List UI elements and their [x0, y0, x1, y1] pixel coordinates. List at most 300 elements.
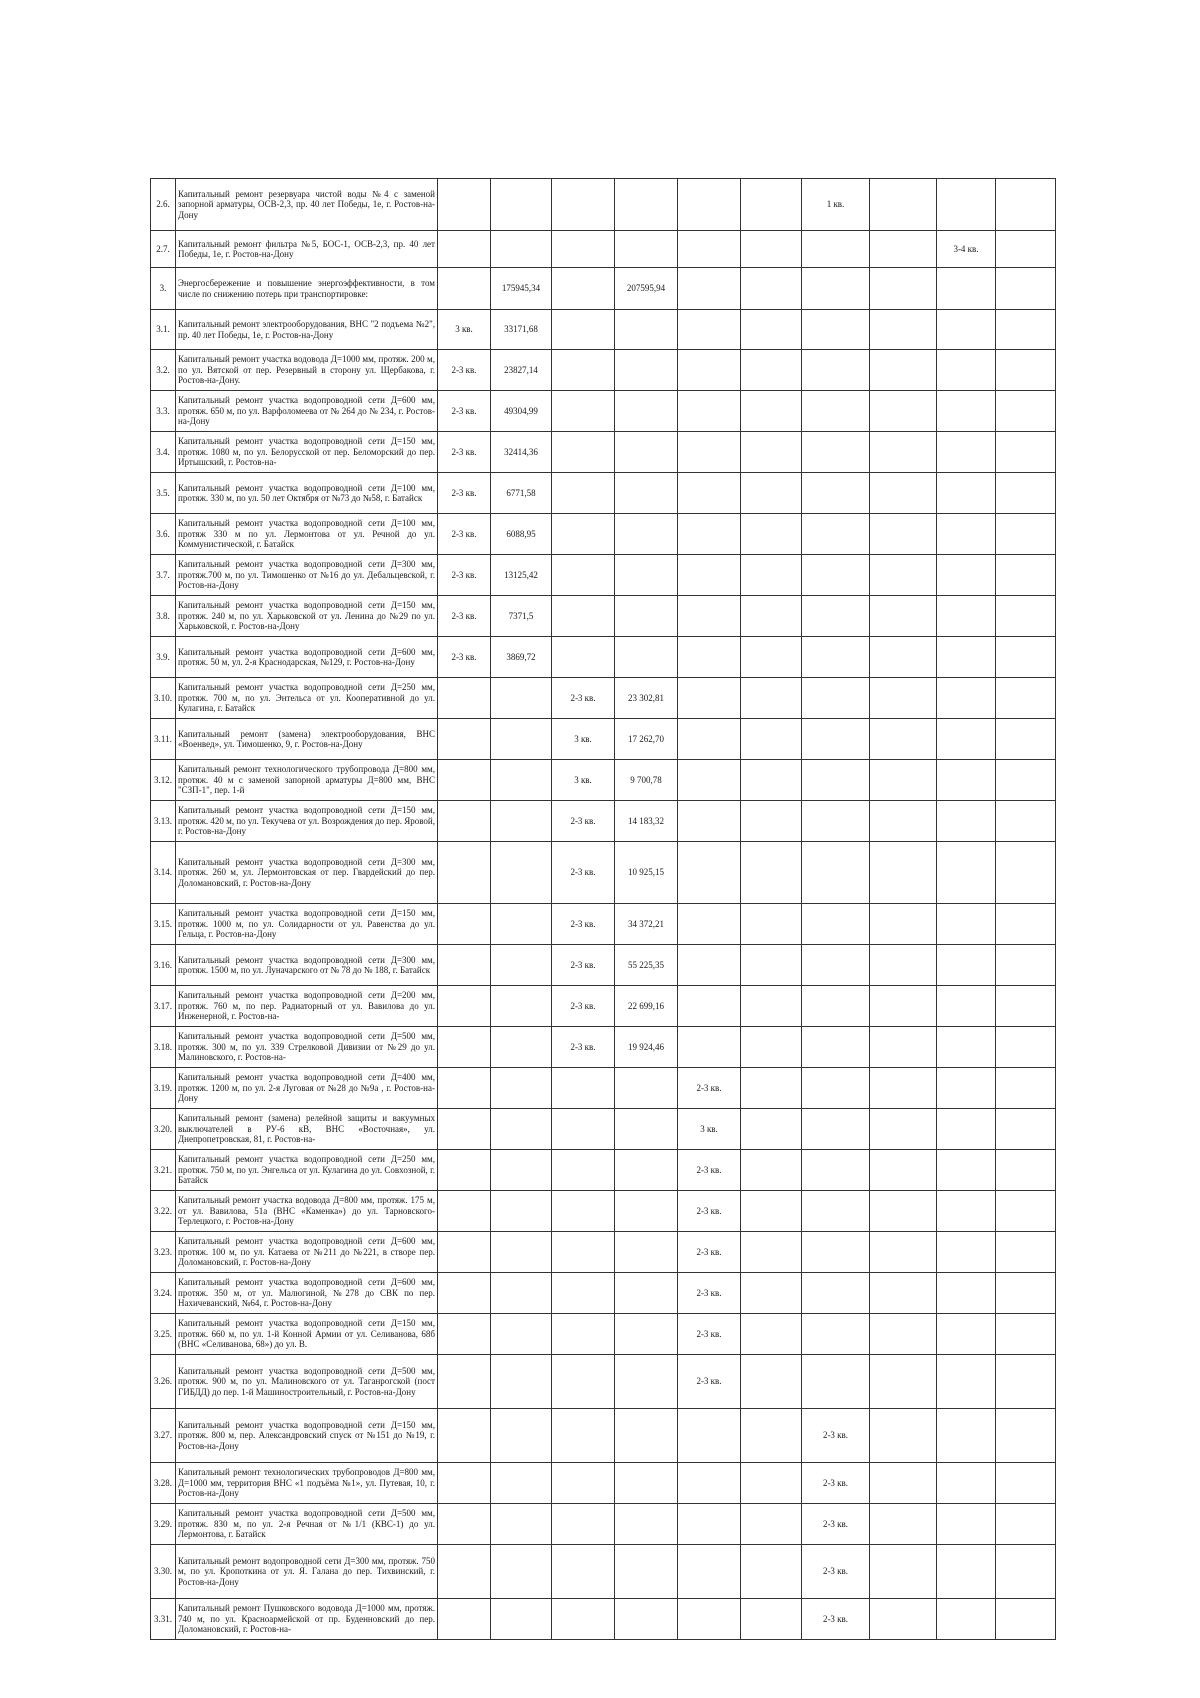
value-cell-col-7: 2-3 кв.: [678, 1355, 741, 1409]
table-row: [151, 1355, 1056, 1409]
row-number: 3.30.: [151, 1545, 176, 1599]
row-number: 3.13.: [151, 801, 176, 842]
value-cell-col-11: [937, 596, 996, 637]
work-description-text: Капитальный ремонт участка водопроводной сети Д=600 мм, протяж. 350 м, от ул. Малюгиной, №278 до СВК по пер. Нахичеванский, №64, г. Ростов-на-Дону: [178, 1277, 435, 1309]
value-cell-col-8: [741, 1027, 802, 1068]
value-cell-col-12: [996, 945, 1056, 986]
value-cell-col-5: [552, 268, 615, 310]
value-cell-col-9: [802, 719, 870, 760]
value-cell-col-7: 2-3 кв.: [678, 1314, 741, 1355]
value-cell-col-3: [438, 719, 491, 760]
value-cell-col-3: [438, 1273, 491, 1314]
work-description-text: Капитальный ремонт (замена) электрооборудования, ВНС «Военвед», ул. Тимошенко, 9, г. Ростов-на-Дону: [178, 728, 435, 749]
value-cell-col-8: [741, 596, 802, 637]
value-cell-col-11: [937, 310, 996, 350]
value-cell-col-7: [678, 350, 741, 391]
value-cell-col-11: [937, 555, 996, 596]
value-cell-col-12: [996, 801, 1056, 842]
table-row: [151, 1232, 1056, 1273]
row-number: 3.8.: [151, 596, 176, 637]
value-cell-col-6: [615, 350, 678, 391]
value-cell-col-6: [615, 1599, 678, 1640]
value-cell-col-12: [996, 1314, 1056, 1355]
value-cell-col-12: [996, 514, 1056, 555]
work-description: [176, 1273, 438, 1314]
value-cell-col-9: [802, 432, 870, 473]
value-cell-col-3: [438, 760, 491, 801]
row-number: 3.: [151, 268, 176, 310]
value-cell-col-11: [937, 1068, 996, 1109]
work-description-text: Капитальный ремонт участка водопроводной сети Д=150 мм, протяж. 660 м, по ул. 1-й Конной Армии от ул. Селиванова, 68б (ВНС «Селиванова, 68») до ул. В.: [178, 1318, 435, 1350]
row-number: 3.1.: [151, 310, 176, 350]
value-cell-col-9: [802, 1355, 870, 1409]
value-cell-col-11: [937, 350, 996, 391]
value-cell-col-9: [802, 637, 870, 678]
value-cell-col-11: [937, 678, 996, 719]
value-cell-col-5: 2-3 кв.: [552, 678, 615, 719]
value-cell-col-9: [802, 801, 870, 842]
value-cell-col-8: [741, 842, 802, 904]
value-cell-col-5: [552, 350, 615, 391]
value-cell-col-7: [678, 1599, 741, 1640]
table-row: [151, 1027, 1056, 1068]
value-cell-col-12: [996, 391, 1056, 432]
work-description: [176, 1314, 438, 1355]
value-cell-col-11: [937, 1314, 996, 1355]
value-cell-col-9: [802, 473, 870, 514]
value-cell-col-9: 2-3 кв.: [802, 1463, 870, 1504]
value-cell-col-6: [615, 1150, 678, 1191]
table-row: [151, 842, 1056, 904]
work-description-text: Капитальный ремонт участка водопроводной сети Д=600 мм, протяж. 650 м, по ул. Варфоломеева от № 264 до № 234, г. Ростов-на-Дону: [178, 395, 435, 427]
value-cell-col-5: [552, 1409, 615, 1463]
work-description-text: Капитальный ремонт участка водопроводной сети Д=250 мм, протяж. 700 м, по ул. Энтельса от ул. Кооперативной до ул. Кулагина, г. Батайск: [178, 682, 435, 714]
investment-program-table: [150, 178, 1056, 1640]
work-description-text: Капитальный ремонт фильтра №5, БОС-1, ОСВ-2,3, пр. 40 лет Победы, 1е, г. Ростов-на-Дону: [178, 238, 435, 259]
value-cell-col-8: [741, 945, 802, 986]
value-cell-col-12: [996, 1068, 1056, 1109]
value-cell-col-8: [741, 719, 802, 760]
value-cell-col-8: [741, 1545, 802, 1599]
value-cell-col-10: [870, 1068, 937, 1109]
value-cell-col-12: [996, 310, 1056, 350]
value-cell-col-9: [802, 555, 870, 596]
row-number: 3.11.: [151, 719, 176, 760]
table-body: [151, 179, 1056, 1640]
value-cell-col-9: [802, 842, 870, 904]
value-cell-col-3: [438, 1463, 491, 1504]
row-number: 3.29.: [151, 1504, 176, 1545]
value-cell-col-8: [741, 514, 802, 555]
value-cell-col-9: [802, 391, 870, 432]
work-description: [176, 678, 438, 719]
value-cell-col-5: 3 кв.: [552, 760, 615, 801]
value-cell-col-3: [438, 1409, 491, 1463]
work-description: [176, 1027, 438, 1068]
value-cell-col-10: [870, 945, 937, 986]
value-cell-col-3: [438, 1314, 491, 1355]
value-cell-col-11: [937, 986, 996, 1027]
value-cell-col-4: [491, 1599, 552, 1640]
value-cell-col-7: 2-3 кв.: [678, 1232, 741, 1273]
value-cell-col-9: [802, 678, 870, 719]
value-cell-col-12: [996, 350, 1056, 391]
work-description-text: Капитальный ремонт участка водопроводной сети Д=150 мм, протяж. 1080 м, по ул. Белорусской от пер. Беломорский до пер. Иртышский, г. Ростов-на-: [178, 436, 435, 468]
row-number: 3.15.: [151, 904, 176, 945]
row-number: 3.19.: [151, 1068, 176, 1109]
value-cell-col-6: 9 700,78: [615, 760, 678, 801]
row-number: 3.22.: [151, 1191, 176, 1232]
value-cell-col-11: [937, 473, 996, 514]
value-cell-col-11: [937, 801, 996, 842]
value-cell-col-4: [491, 719, 552, 760]
value-cell-col-7: [678, 637, 741, 678]
value-cell-col-6: [615, 514, 678, 555]
value-cell-col-7: [678, 432, 741, 473]
work-description: [176, 719, 438, 760]
value-cell-col-4: [491, 986, 552, 1027]
row-number: 3.16.: [151, 945, 176, 986]
value-cell-col-10: [870, 350, 937, 391]
row-number: 2.7.: [151, 231, 176, 268]
value-cell-col-9: [802, 760, 870, 801]
row-number: 3.27.: [151, 1409, 176, 1463]
value-cell-col-4: 6771,58: [491, 473, 552, 514]
work-description: [176, 1463, 438, 1504]
work-description: [176, 945, 438, 986]
row-number: 3.3.: [151, 391, 176, 432]
value-cell-col-9: 2-3 кв.: [802, 1504, 870, 1545]
value-cell-col-4: [491, 1191, 552, 1232]
value-cell-col-8: [741, 473, 802, 514]
work-description-text: Капитальный ремонт участка водопроводной сети Д=100 мм, протяж 330 м по ул. Лермонтова от ул. Речной до ул. Коммунистической, г. Батайск: [178, 518, 435, 550]
value-cell-col-7: [678, 1545, 741, 1599]
row-number: 3.6.: [151, 514, 176, 555]
value-cell-col-10: [870, 1273, 937, 1314]
value-cell-col-4: [491, 678, 552, 719]
work-description-text: Капитальный ремонт участка водовода Д=800 мм, протяж. 175 м, от ул. Вавилова, 51а (ВНС «Каменка») до ул. Тарновского-Терлецкого, г. Ростов-на-Дону: [178, 1195, 435, 1227]
value-cell-col-9: 2-3 кв.: [802, 1545, 870, 1599]
value-cell-col-12: [996, 719, 1056, 760]
value-cell-col-11: [937, 1150, 996, 1191]
value-cell-col-6: [615, 473, 678, 514]
value-cell-col-10: [870, 432, 937, 473]
value-cell-col-5: [552, 596, 615, 637]
value-cell-col-7: 2-3 кв.: [678, 1273, 741, 1314]
value-cell-col-12: [996, 1599, 1056, 1640]
work-description-text: Капитальный ремонт (замена) релейной защиты и вакуумных выключателей в РУ-6 кВ, ВНС «Восточная», ул. Днепропетровская, 81, г. Ростов-на-: [178, 1113, 435, 1145]
table-row: [151, 904, 1056, 945]
value-cell-col-9: [802, 1109, 870, 1150]
value-cell-col-8: [741, 904, 802, 945]
value-cell-col-5: [552, 514, 615, 555]
value-cell-col-6: 207595,94: [615, 268, 678, 310]
value-cell-col-4: [491, 904, 552, 945]
value-cell-col-5: [552, 555, 615, 596]
value-cell-col-5: [552, 1504, 615, 1545]
value-cell-col-5: [552, 1599, 615, 1640]
value-cell-col-7: [678, 310, 741, 350]
value-cell-col-12: [996, 1355, 1056, 1409]
value-cell-col-7: [678, 473, 741, 514]
value-cell-col-3: 2-3 кв.: [438, 432, 491, 473]
value-cell-col-10: [870, 1150, 937, 1191]
work-description: [176, 555, 438, 596]
row-number: 3.23.: [151, 1232, 176, 1273]
value-cell-col-11: [937, 1504, 996, 1545]
work-description: [176, 1109, 438, 1150]
value-cell-col-8: [741, 1504, 802, 1545]
work-description-text: Капитальный ремонт участка водопроводной сети Д=150 мм, протяж. 240 м, по ул. Харьковской от ул. Ленина до №29 по ул. Харьковской, г. Ростов-на-Дону: [178, 600, 435, 632]
value-cell-col-6: 19 924,46: [615, 1027, 678, 1068]
value-cell-col-11: [937, 1409, 996, 1463]
row-number: 3.14.: [151, 842, 176, 904]
value-cell-col-7: [678, 596, 741, 637]
value-cell-col-4: [491, 1150, 552, 1191]
value-cell-col-6: 10 925,15: [615, 842, 678, 904]
value-cell-col-10: [870, 179, 937, 231]
row-number: 3.31.: [151, 1599, 176, 1640]
table-row: [151, 231, 1056, 268]
value-cell-col-10: [870, 1355, 937, 1409]
row-number: 3.25.: [151, 1314, 176, 1355]
value-cell-col-3: 2-3 кв.: [438, 514, 491, 555]
value-cell-col-7: [678, 555, 741, 596]
value-cell-col-3: [438, 1599, 491, 1640]
work-description: [176, 1409, 438, 1463]
value-cell-col-6: [615, 432, 678, 473]
work-description: [176, 231, 438, 268]
work-description: [176, 514, 438, 555]
value-cell-col-10: [870, 986, 937, 1027]
value-cell-col-10: [870, 637, 937, 678]
value-cell-col-8: [741, 179, 802, 231]
value-cell-col-11: [937, 179, 996, 231]
value-cell-col-9: [802, 310, 870, 350]
value-cell-col-8: [741, 268, 802, 310]
work-description-text: Капитальный ремонт участка водопроводной сети Д=150 мм, протяж. 420 м, по ул. Текучева от ул. Возрождения до пер. Яровой, г. Ростов-на-Дону: [178, 805, 435, 837]
value-cell-col-11: 3-4 кв.: [937, 231, 996, 268]
row-number: 3.9.: [151, 637, 176, 678]
value-cell-col-8: [741, 637, 802, 678]
value-cell-col-10: [870, 1314, 937, 1355]
value-cell-col-8: [741, 432, 802, 473]
value-cell-col-8: [741, 986, 802, 1027]
row-number: 3.20.: [151, 1109, 176, 1150]
value-cell-col-12: [996, 1232, 1056, 1273]
value-cell-col-6: [615, 1545, 678, 1599]
work-description-text: Энергосбережение и повышение энергоэффективности, в том числе по снижению потерь при транспортировке:: [178, 278, 435, 299]
work-description: [176, 986, 438, 1027]
work-description: [176, 801, 438, 842]
work-description: [176, 1599, 438, 1640]
value-cell-col-8: [741, 1273, 802, 1314]
value-cell-col-6: [615, 391, 678, 432]
value-cell-col-7: 2-3 кв.: [678, 1150, 741, 1191]
value-cell-col-6: [615, 310, 678, 350]
value-cell-col-3: [438, 1355, 491, 1409]
table-row: [151, 719, 1056, 760]
value-cell-col-3: [438, 945, 491, 986]
value-cell-col-3: [438, 1232, 491, 1273]
work-description: [176, 842, 438, 904]
value-cell-col-12: [996, 1027, 1056, 1068]
value-cell-col-3: [438, 986, 491, 1027]
work-description-text: Капитальный ремонт участка водопроводной сети Д=500 мм, протяж. 900 м, по ул. Малиновского от ул. Таганрогской (пост ГИБДД) до пер. 1-й Машиностроительный, г. Ростов-на-Дону: [178, 1365, 435, 1397]
value-cell-col-9: 2-3 кв.: [802, 1409, 870, 1463]
row-number: 3.17.: [151, 986, 176, 1027]
value-cell-col-5: 2-3 кв.: [552, 842, 615, 904]
value-cell-col-8: [741, 1232, 802, 1273]
value-cell-col-11: [937, 842, 996, 904]
value-cell-col-10: [870, 473, 937, 514]
value-cell-col-5: [552, 1273, 615, 1314]
value-cell-col-3: [438, 678, 491, 719]
value-cell-col-12: [996, 1150, 1056, 1191]
work-description-text: Капитальный ремонт участка водопроводной сети Д=500 мм, протяж. 300 м, по ул. 339 Стрелковой Дивизии от №29 до ул. Малиновского, г. Ростов-на-: [178, 1031, 435, 1063]
value-cell-col-3: 2-3 кв.: [438, 350, 491, 391]
value-cell-col-4: [491, 1027, 552, 1068]
value-cell-col-7: [678, 842, 741, 904]
table-row: [151, 1545, 1056, 1599]
value-cell-col-10: [870, 719, 937, 760]
value-cell-col-12: [996, 1463, 1056, 1504]
value-cell-col-12: [996, 596, 1056, 637]
work-description-text: Капитальный ремонт участка водопроводной сети Д=150 мм, протяж. 800 м, пер. Александровский спуск от №151 до №19, г. Ростов-на-Дону: [178, 1419, 435, 1451]
value-cell-col-10: [870, 1463, 937, 1504]
value-cell-col-4: 6088,95: [491, 514, 552, 555]
value-cell-col-10: [870, 1599, 937, 1640]
value-cell-col-3: [438, 1068, 491, 1109]
value-cell-col-3: [438, 231, 491, 268]
value-cell-col-8: [741, 1150, 802, 1191]
row-number: 3.12.: [151, 760, 176, 801]
value-cell-col-4: 49304,99: [491, 391, 552, 432]
value-cell-col-12: [996, 231, 1056, 268]
value-cell-col-10: [870, 1027, 937, 1068]
value-cell-col-3: 2-3 кв.: [438, 596, 491, 637]
value-cell-col-4: [491, 1273, 552, 1314]
value-cell-col-3: [438, 1150, 491, 1191]
value-cell-col-10: [870, 555, 937, 596]
work-description-text: Капитальный ремонт участка водопроводной сети Д=300 мм, протяж. 1500 м, по ул. Луначарского от № 78 до № 188, г. Батайск: [178, 954, 435, 975]
value-cell-col-9: [802, 1150, 870, 1191]
value-cell-col-10: [870, 801, 937, 842]
value-cell-col-6: [615, 1314, 678, 1355]
value-cell-col-6: [615, 596, 678, 637]
work-description-text: Капитальный ремонт участка водопроводной сети Д=400 мм, протяж. 1200 м, по ул. 2-я Луговая от №28 до №9а , г. Ростов-на-Дону: [178, 1072, 435, 1104]
value-cell-col-4: [491, 1463, 552, 1504]
value-cell-col-6: [615, 1232, 678, 1273]
value-cell-col-8: [741, 1314, 802, 1355]
value-cell-col-6: 22 699,16: [615, 986, 678, 1027]
work-description-text: Капитальный ремонт участка водопроводной сети Д=600 мм, протяж. 50 м, ул. 2-я Краснодарская, №129, г. Ростов-на-Дону: [178, 646, 435, 667]
value-cell-col-7: [678, 986, 741, 1027]
value-cell-col-3: [438, 1191, 491, 1232]
table-row: [151, 1068, 1056, 1109]
value-cell-col-5: [552, 1355, 615, 1409]
value-cell-col-6: 14 183,32: [615, 801, 678, 842]
value-cell-col-6: [615, 1409, 678, 1463]
value-cell-col-5: [552, 1545, 615, 1599]
work-description: [176, 1068, 438, 1109]
value-cell-col-7: 3 кв.: [678, 1109, 741, 1150]
value-cell-col-6: [615, 179, 678, 231]
value-cell-col-5: 2-3 кв.: [552, 945, 615, 986]
work-description: [176, 1232, 438, 1273]
value-cell-col-3: [438, 842, 491, 904]
value-cell-col-6: [615, 231, 678, 268]
value-cell-col-11: [937, 1355, 996, 1409]
row-number: 3.21.: [151, 1150, 176, 1191]
table-row: [151, 801, 1056, 842]
value-cell-col-5: [552, 1232, 615, 1273]
value-cell-col-10: [870, 1545, 937, 1599]
value-cell-col-3: 2-3 кв.: [438, 555, 491, 596]
work-description: [176, 432, 438, 473]
work-description: [176, 350, 438, 391]
value-cell-col-3: [438, 268, 491, 310]
work-description-text: Капитальный ремонт участка водопроводной сети Д=200 мм, протяж. 760 м, по пер. Радиаторный от ул. Вавилова до ул. Инженерной, г. Ростов-на-: [178, 990, 435, 1022]
work-description-text: Капитальный ремонт участка водопроводной сети Д=500 мм, протяж. 830 м, по ул. 2-я Речная от №1/1 (КВС-1) до ул. Лермонтова, г. Батайск: [178, 1508, 435, 1540]
value-cell-col-5: [552, 432, 615, 473]
value-cell-col-6: [615, 1504, 678, 1545]
work-description-text: Капитальный ремонт участка водопроводной сети Д=300 мм, протяж.700 м, по ул. Тимошенко от №16 до ул. Дебальцевской, г. Ростов-на-Дону: [178, 559, 435, 591]
value-cell-col-8: [741, 350, 802, 391]
value-cell-col-12: [996, 1504, 1056, 1545]
value-cell-col-9: [802, 986, 870, 1027]
value-cell-col-7: [678, 945, 741, 986]
value-cell-col-10: [870, 904, 937, 945]
value-cell-col-11: [937, 1273, 996, 1314]
work-description-text: Капитальный ремонт технологических трубопроводов Д=800 мм, Д=1000 мм, территория ВНС «1 подъёма №1», ул. Путевая, 10, г. Ростов-на-Дону: [178, 1467, 435, 1499]
value-cell-col-11: [937, 637, 996, 678]
value-cell-col-10: [870, 842, 937, 904]
value-cell-col-4: 33171,68: [491, 310, 552, 350]
value-cell-col-7: [678, 760, 741, 801]
value-cell-col-5: 2-3 кв.: [552, 904, 615, 945]
value-cell-col-5: [552, 1068, 615, 1109]
value-cell-col-4: [491, 1314, 552, 1355]
work-description: [176, 1545, 438, 1599]
value-cell-col-6: [615, 1355, 678, 1409]
value-cell-col-8: [741, 1191, 802, 1232]
value-cell-col-4: [491, 1545, 552, 1599]
value-cell-col-3: [438, 1545, 491, 1599]
value-cell-col-4: 3869,72: [491, 637, 552, 678]
value-cell-col-8: [741, 1068, 802, 1109]
value-cell-col-5: [552, 310, 615, 350]
value-cell-col-9: [802, 904, 870, 945]
value-cell-col-5: [552, 231, 615, 268]
value-cell-col-6: 17 262,70: [615, 719, 678, 760]
value-cell-col-11: [937, 391, 996, 432]
table-row: [151, 514, 1056, 555]
value-cell-col-4: 23827,14: [491, 350, 552, 391]
value-cell-col-7: [678, 231, 741, 268]
value-cell-col-12: [996, 1273, 1056, 1314]
value-cell-col-6: [615, 1463, 678, 1504]
value-cell-col-4: [491, 945, 552, 986]
value-cell-col-11: [937, 1545, 996, 1599]
work-description-text: Капитальный ремонт водопроводной сети Д=300 мм, протяж. 750 м, по ул. Кропоткина от ул. Я. Галана до пер. Тихвинский, г. Ростов-на-Дону: [178, 1555, 435, 1587]
work-description: [176, 637, 438, 678]
value-cell-col-7: [678, 1463, 741, 1504]
value-cell-col-4: [491, 842, 552, 904]
value-cell-col-5: [552, 1463, 615, 1504]
work-description: [176, 1504, 438, 1545]
value-cell-col-9: [802, 1273, 870, 1314]
